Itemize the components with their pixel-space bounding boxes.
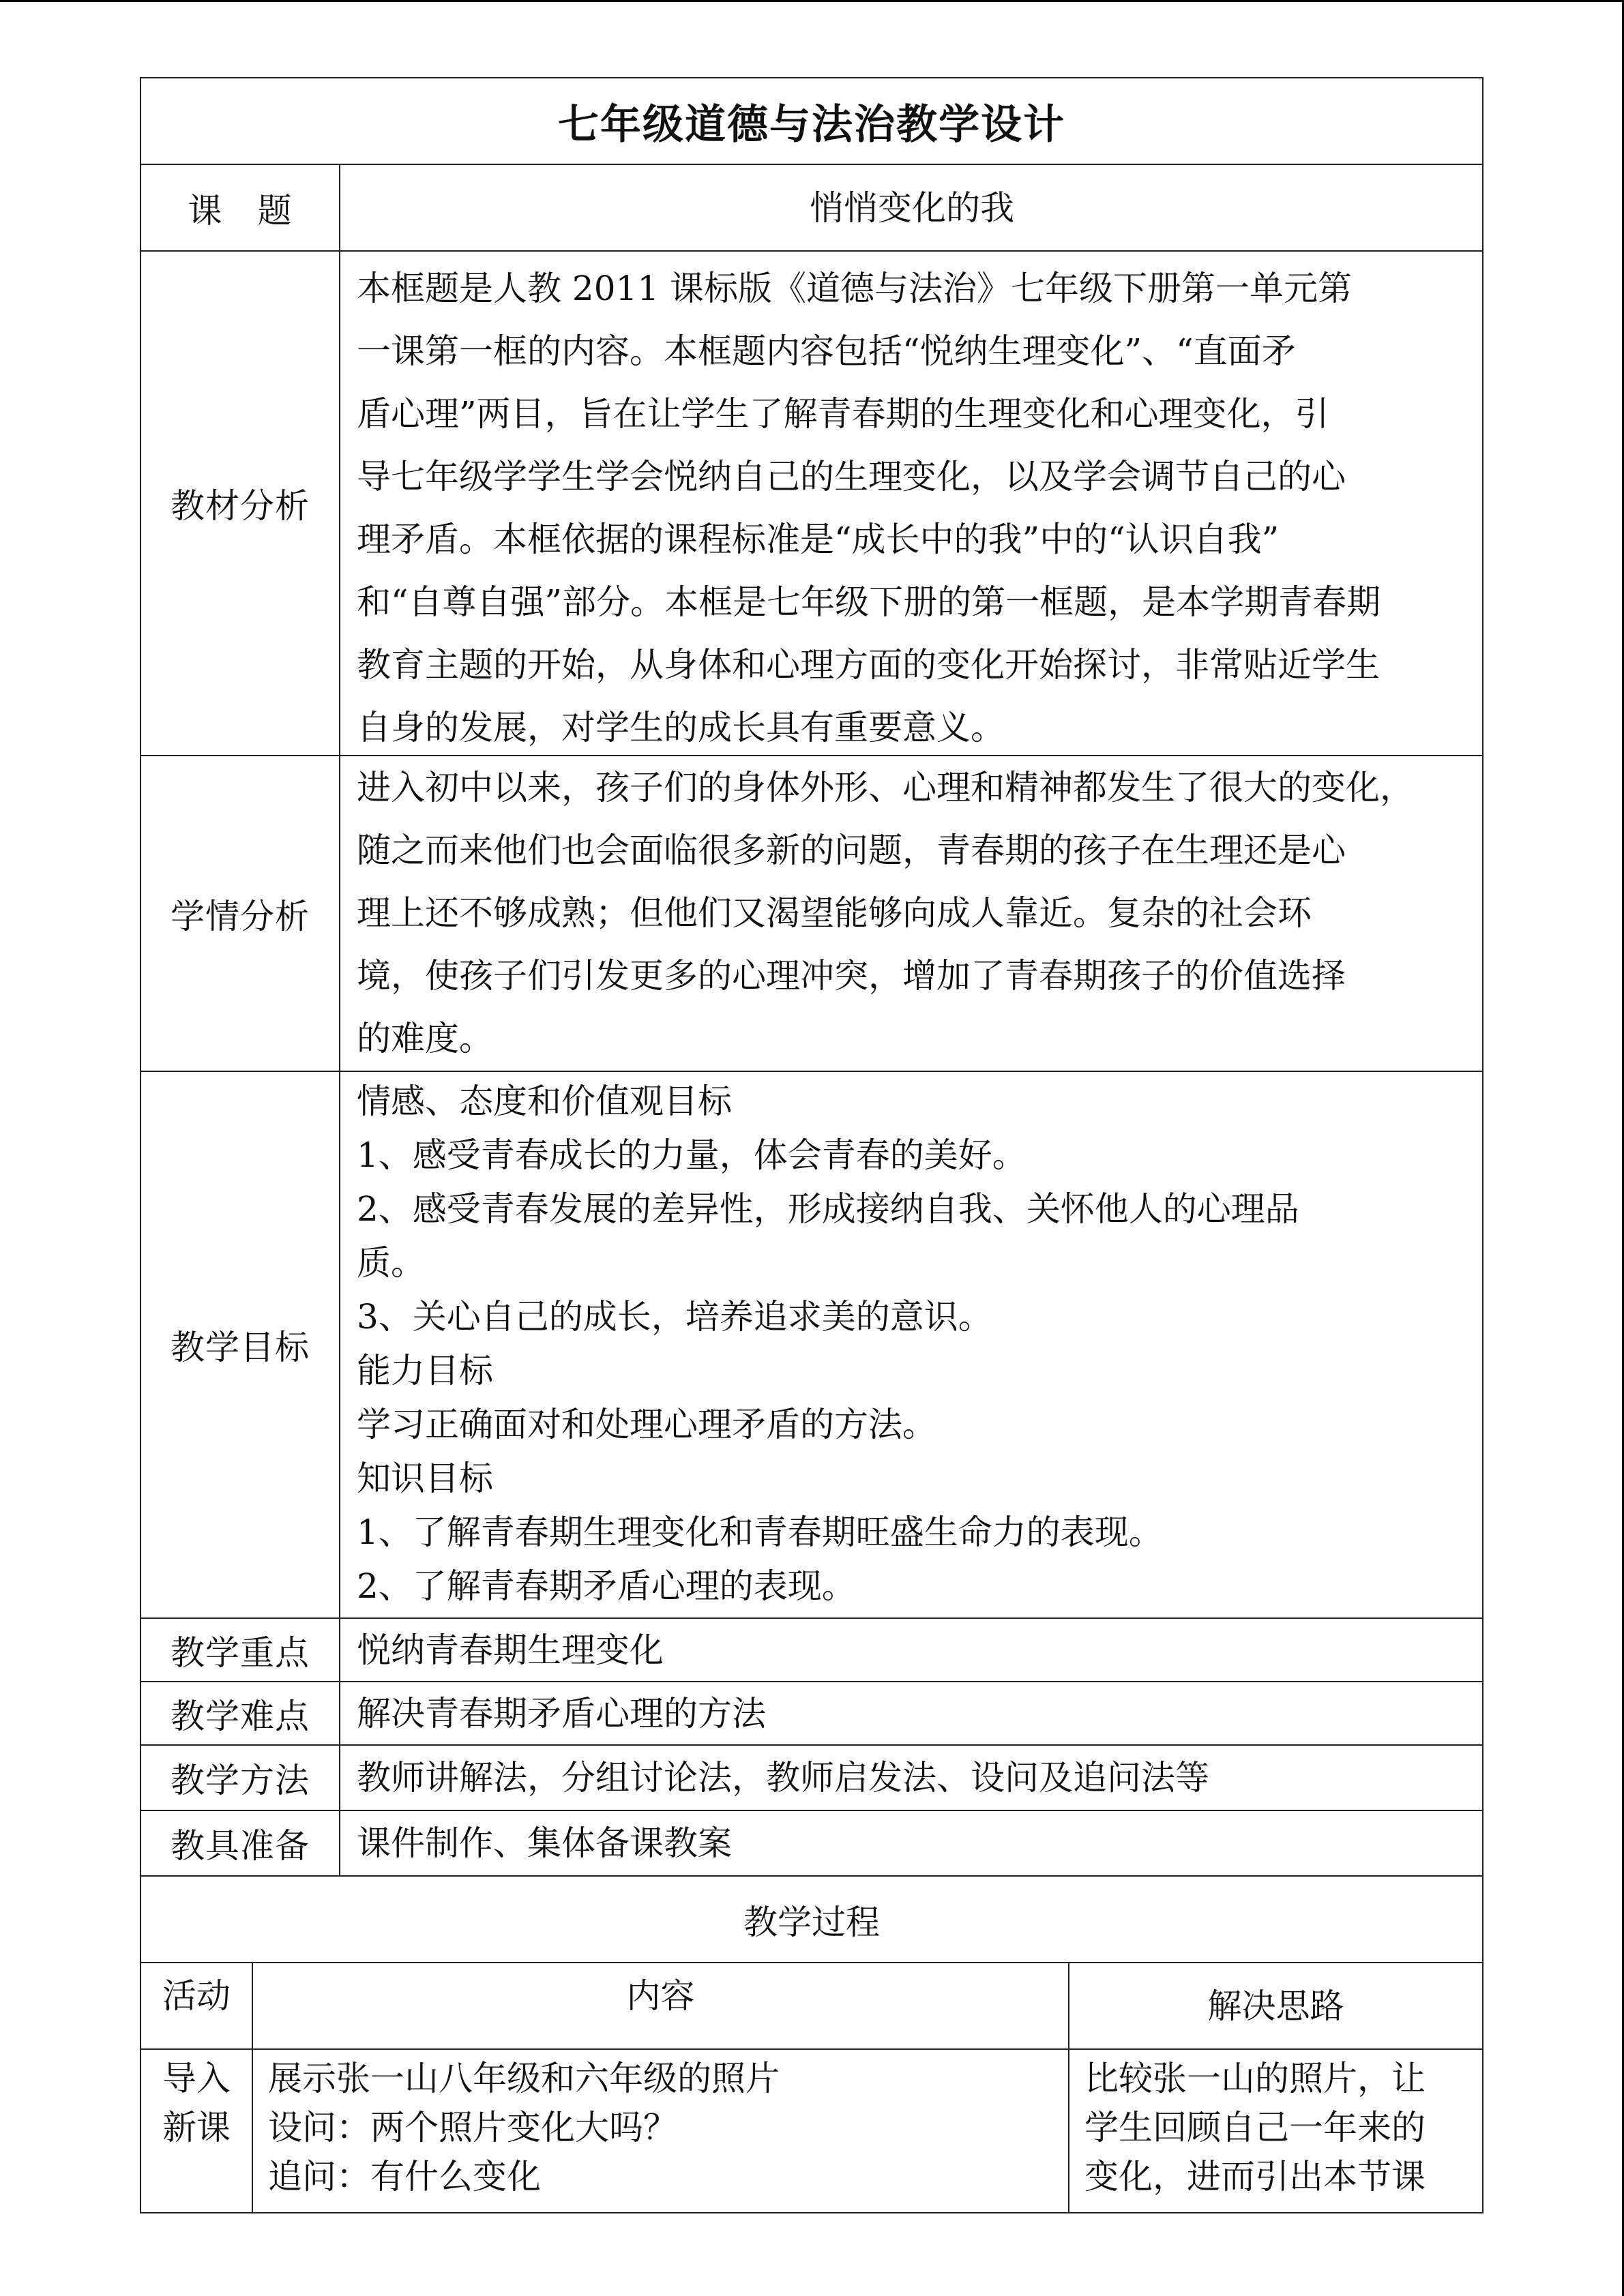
- header-activity: 活动: [141, 1963, 253, 2048]
- key-point-value: 悦纳青春期生理变化: [357, 1630, 664, 1670]
- text-line: 盾心理”两目，旨在让学生了解青春期的生理变化和心理变化，引: [357, 394, 1329, 434]
- method-row: [141, 1746, 1482, 1811]
- text-line: 一课第一框的内容。本框题内容包括“悦纳生理变化”、“直面矛: [357, 331, 1296, 371]
- header-content: 内容: [253, 1963, 1069, 2048]
- activity-cell: [141, 2050, 253, 2212]
- topic-value: 悄悄变化的我: [810, 188, 1014, 228]
- difficulty-row: [141, 1682, 1482, 1746]
- text-line: 质。: [357, 1243, 425, 1283]
- text-line: 2、了解青春期矛盾心理的表现。: [357, 1566, 856, 1606]
- key-point-label: 教学重点: [141, 1619, 340, 1681]
- material-analysis-label: 教材分析: [141, 252, 340, 755]
- text-line: 能力目标: [357, 1351, 493, 1390]
- material-analysis-row: [141, 252, 1482, 756]
- tools-label: 教具准备: [141, 1811, 340, 1875]
- text-line: 知识目标: [357, 1459, 493, 1498]
- text-line: 设问：两个照片变化大吗？: [268, 2108, 677, 2147]
- text-line: 教育主题的开始，从身体和心理方面的变化开始探讨，非常贴近学生: [357, 645, 1380, 685]
- tools-value: 课件制作、集体备课教案: [357, 1823, 732, 1863]
- page-top-border: [0, 0, 1624, 2]
- teaching-goals-text: [340, 1072, 1482, 1617]
- text-line: 1、了解青春期生理变化和青春期旺盛生命力的表现。: [357, 1512, 1163, 1552]
- header-approach: 解决思路: [1207, 1986, 1344, 2026]
- text-line: 追问：有什么变化: [268, 2157, 541, 2196]
- tools-row: [141, 1811, 1482, 1877]
- student-analysis-row: [141, 756, 1482, 1072]
- text-line: 变化，进而引出本节课: [1084, 2157, 1426, 2196]
- text-line: 随之而来他们也会面临很多新的问题，青春期的孩子在生理还是心: [357, 831, 1346, 870]
- method-label: 教学方法: [141, 1746, 340, 1810]
- text-line: 比较张一山的照片，让: [1084, 2059, 1426, 2098]
- key-point-row: [141, 1619, 1482, 1682]
- text-line: 进入初中以来，孩子们的身体外形、心理和精神都发生了很大的变化，: [357, 768, 1414, 807]
- student-analysis-text: [340, 756, 1482, 1071]
- text-line: 新课: [162, 2108, 231, 2147]
- text-line: 情感、态度和价值观目标: [357, 1082, 732, 1121]
- text-line: 2、感受青春发展的差异性，形成接纳自我、关怀他人的心理品: [357, 1189, 1299, 1229]
- method-value: 教师讲解法，分组讨论法，教师启发法、设问及追问法等: [357, 1758, 1209, 1798]
- difficulty-value: 解决青春期矛盾心理的方法: [357, 1693, 766, 1733]
- content-cell: [253, 2050, 1069, 2212]
- topic-row: [141, 165, 1482, 252]
- process-header-row: [141, 1963, 1482, 2050]
- text-line: 的难度。: [357, 1019, 493, 1058]
- text-line: 3、关心自己的成长，培养追求美的意识。: [357, 1297, 992, 1337]
- text-line: 和“自尊自强”部分。本框是七年级下册的第一框题，是本学期青春期: [357, 582, 1381, 622]
- text-line: 理矛盾。本框依据的课程标准是“成长中的我”中的“认识自我”: [357, 520, 1280, 559]
- text-line: 1、感受青春成长的力量，体会青春的美好。: [357, 1135, 1027, 1175]
- text-line: 展示张一山八年级和六年级的照片: [268, 2059, 780, 2098]
- text-line: 本框题是人教 2011 课标版《道德与法治》七年级下册第一单元第: [357, 269, 1353, 308]
- text-line: 导入: [162, 2059, 231, 2098]
- student-analysis-label: 学情分析: [141, 756, 340, 1071]
- text-line: 导七年级学学生学会悦纳自己的生理变化，以及学会调节自己的心: [357, 457, 1346, 496]
- text-line: 境，使孩子们引发更多的心理冲突，增加了青春期孩子的价值选择: [357, 956, 1346, 996]
- topic-label: 课 题: [141, 165, 340, 250]
- difficulty-label: 教学难点: [141, 1682, 340, 1744]
- process-row-intro: [141, 2050, 1482, 2212]
- lesson-plan-table: [140, 77, 1483, 2213]
- document-title: 七年级道德与法治教学设计: [141, 78, 1482, 165]
- text-line: 理上还不够成熟；但他们又渴望能够向成人靠近。复杂的社会环: [357, 893, 1312, 933]
- material-analysis-text: [340, 252, 1482, 755]
- teaching-goals-label: 教学目标: [141, 1072, 340, 1617]
- teaching-goals-row: [141, 1072, 1482, 1619]
- text-line: 自身的发展，对学生的成长具有重要意义。: [357, 708, 1005, 747]
- approach-cell: [1069, 2050, 1482, 2212]
- process-title: 教学过程: [141, 1877, 1482, 1963]
- text-line: 学习正确面对和处理心理矛盾的方法。: [357, 1405, 936, 1444]
- text-line: 学生回顾自己一年来的: [1084, 2108, 1426, 2147]
